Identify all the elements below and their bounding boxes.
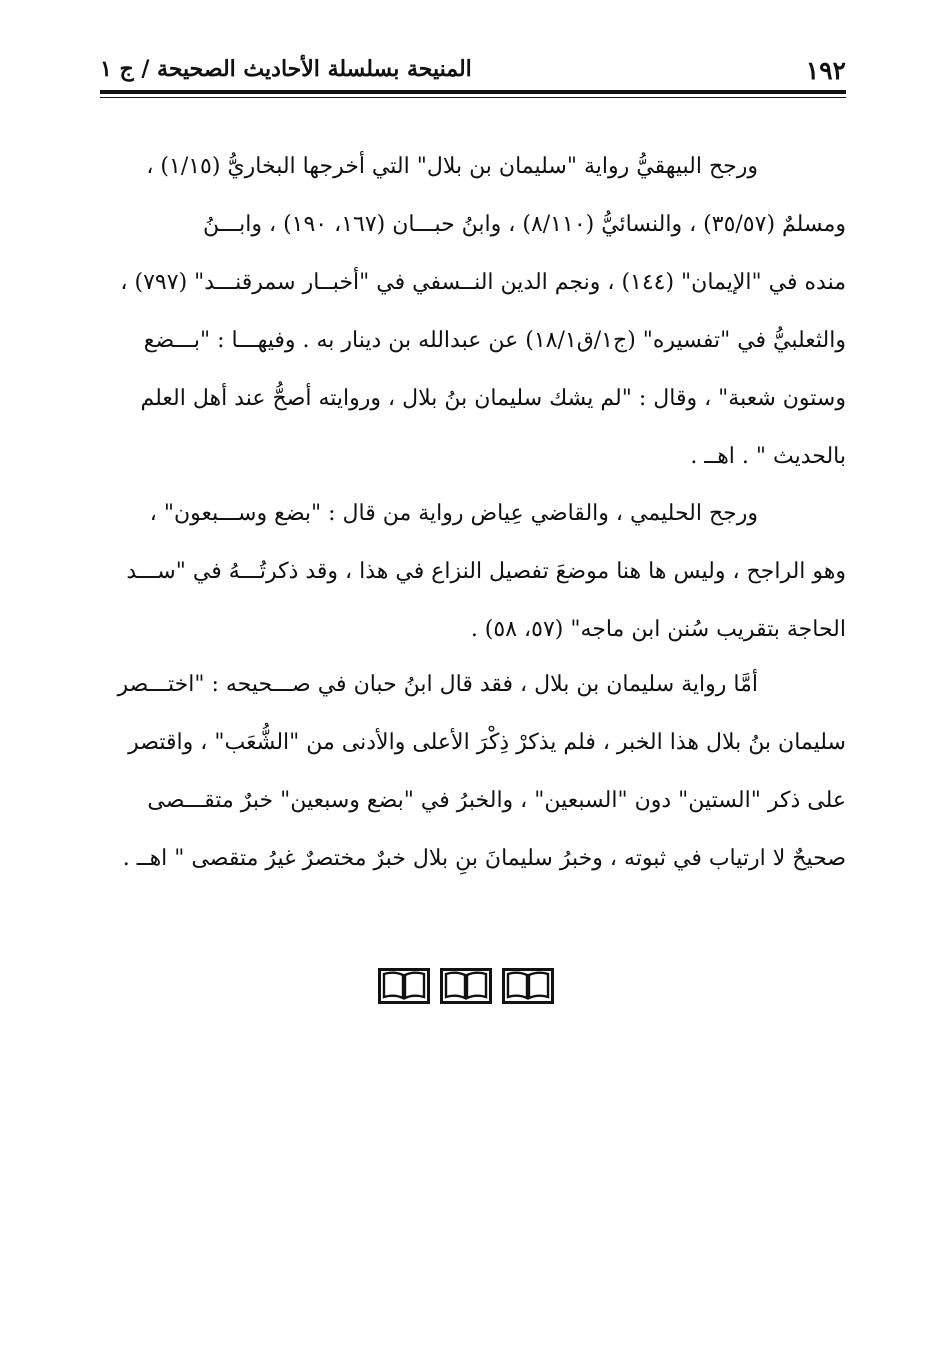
text-line: وستون شعبة" ، وقال : "لم يشك سليمان بنُ بلال ، وروايته أصحُّ عند أهل العلم <box>140 386 846 411</box>
text-line: ومسلمٌ (٣٥/٥٧) ، والنسائيُّ (٨/١١٠) ، وابنُ حبـــان (١٦٧، ١٩٠) ، وابـــنُ <box>203 212 846 237</box>
text-line: ورجح الحليمي ، والقاضي عِياض رواية من قال : "بضع وســـبعون" ، <box>149 501 758 526</box>
text-line: منده في "الإيمان" (١٤٤) ، ونجم الدين النــسفي في "أخبــار سمرقنـــد" (٧٩٧) ، <box>120 270 846 295</box>
text-line: الحاجة بتقريب سُنن ابن ماجه" (٥٧، ٥٨) . <box>470 617 846 642</box>
section-end-ornament <box>378 966 554 1006</box>
header-rule-thick <box>100 90 846 94</box>
paragraph-3 <box>100 656 846 888</box>
text-line: أمَّا رواية سليمان بن بلال ، فقد قال ابنُ حبان في صـــحيحه : "اختـــصر <box>117 672 758 697</box>
header-rule-thin <box>100 97 846 98</box>
paragraph-1 <box>100 138 846 486</box>
page-number: ١٩٢ <box>805 56 846 85</box>
running-title: المنيحة بسلسلة الأحاديث الصحيحة / ج ١ <box>100 56 472 82</box>
open-book-icon <box>378 968 430 1004</box>
text-line: ورجح البيهقيُّ رواية "سليمان بن بلال" التي أخرجها البخاريُّ (١/١٥) ، <box>146 154 758 179</box>
text-line: سليمان بنُ بلال هذا الخبر ، فلم يذكرْ ذِكْرَ الأعلى والأدنى من "الشُّعَب" ، واقتصر <box>128 730 846 755</box>
text-line: على ذكر "الستين" دون "السبعين" ، والخبرُ في "بضع وسبعين" خبرٌ متقـــصى <box>147 788 846 813</box>
text-line: بالحديث " . اهــ . <box>690 444 846 469</box>
text-line: صحيحٌ لا ارتياب في ثبوته ، وخبرُ سليمانَ بنِ بلال خبرٌ مختصرٌ غيرُ متقصى " اهــ . <box>122 846 846 871</box>
paragraph-2 <box>100 485 846 659</box>
open-book-icon <box>440 968 492 1004</box>
open-book-icon <box>502 968 554 1004</box>
text-line: والثعلبيُّ في "تفسيره" (ج١/ق١٨/١) عن عبدالله بن دينار به . وفيهـــا : "بـــضع <box>143 328 846 353</box>
text-line: وهو الراجح ، وليس ها هنا موضعَ تفصيل النزاع في هذا ، وقد ذكرتُـــهُ في "ســـد <box>126 559 846 584</box>
page-header <box>100 52 846 92</box>
